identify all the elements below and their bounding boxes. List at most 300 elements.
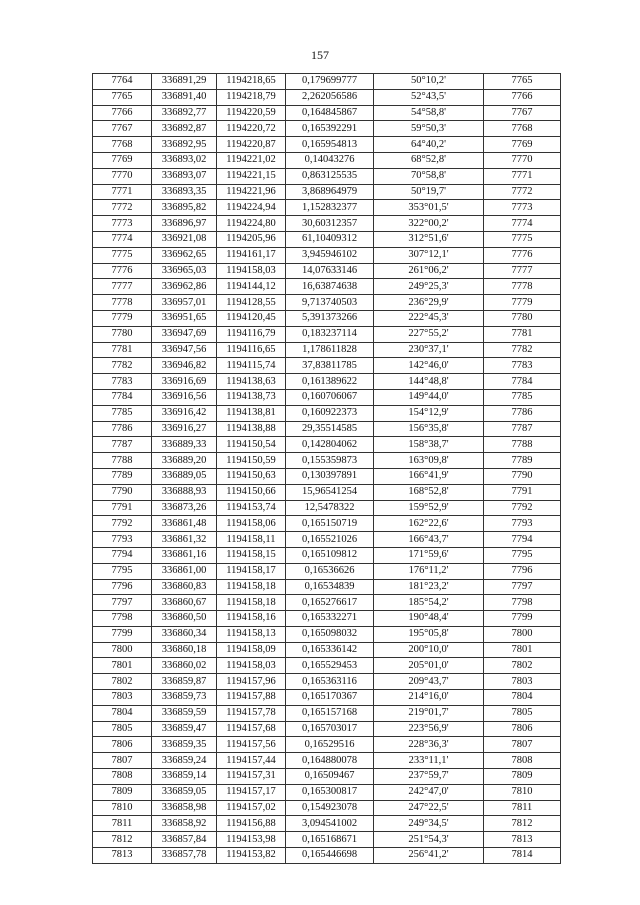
- bearing-cell: 185°54,2': [374, 595, 484, 611]
- bearing-cell: 222°45,3': [374, 310, 484, 326]
- distance-cell: 0,165529453: [286, 658, 374, 674]
- bearing-cell: 219°01,7': [374, 705, 484, 721]
- distance-cell: 0,863125535: [286, 168, 374, 184]
- y-coordinate-cell: 1194157,17: [217, 784, 286, 800]
- table-row: [93, 611, 561, 627]
- x-coordinate-cell: 336859,73: [152, 690, 217, 706]
- distance-cell: 0,164845867: [286, 105, 374, 121]
- y-coordinate-cell: 1194158,13: [217, 626, 286, 642]
- bearing-cell: 214°16,0': [374, 690, 484, 706]
- point-to-cell: 7767: [484, 105, 561, 121]
- table-row: [93, 342, 561, 358]
- x-coordinate-cell: 336916,27: [152, 421, 217, 437]
- distance-cell: 16,63874638: [286, 279, 374, 295]
- point-to-cell: 7792: [484, 500, 561, 516]
- point-from-cell: 7812: [93, 832, 152, 848]
- distance-cell: 29,35514585: [286, 421, 374, 437]
- bearing-cell: 227°55,2': [374, 326, 484, 342]
- x-coordinate-cell: 336921,08: [152, 231, 217, 247]
- table-row: [93, 658, 561, 674]
- point-from-cell: 7771: [93, 184, 152, 200]
- point-from-cell: 7800: [93, 642, 152, 658]
- distance-cell: 2,262056586: [286, 89, 374, 105]
- x-coordinate-cell: 336962,86: [152, 279, 217, 295]
- point-to-cell: 7801: [484, 642, 561, 658]
- table-row: [93, 753, 561, 769]
- bearing-cell: 156°35,8': [374, 421, 484, 437]
- distance-cell: 0,165300817: [286, 784, 374, 800]
- table-row: [93, 532, 561, 548]
- table-row: [93, 374, 561, 390]
- point-to-cell: 7810: [484, 784, 561, 800]
- x-coordinate-cell: 336860,18: [152, 642, 217, 658]
- table-row: [93, 310, 561, 326]
- table-row: [93, 231, 561, 247]
- table-row: [93, 832, 561, 848]
- point-from-cell: 7810: [93, 800, 152, 816]
- distance-cell: 0,165098032: [286, 626, 374, 642]
- x-coordinate-cell: 336916,56: [152, 389, 217, 405]
- table-row: [93, 642, 561, 658]
- bearing-cell: 166°41,9': [374, 468, 484, 484]
- table-row: [93, 468, 561, 484]
- distance-cell: 0,161389622: [286, 374, 374, 390]
- point-to-cell: 7799: [484, 611, 561, 627]
- distance-cell: 3,094541002: [286, 816, 374, 832]
- distance-cell: 0,154923078: [286, 800, 374, 816]
- point-to-cell: 7779: [484, 295, 561, 311]
- point-from-cell: 7768: [93, 137, 152, 153]
- point-from-cell: 7765: [93, 89, 152, 105]
- bearing-cell: 154°12,9': [374, 405, 484, 421]
- distance-cell: 61,10409312: [286, 231, 374, 247]
- x-coordinate-cell: 336888,93: [152, 484, 217, 500]
- distance-cell: 0,14043276: [286, 152, 374, 168]
- distance-cell: 0,142804062: [286, 437, 374, 453]
- y-coordinate-cell: 1194138,63: [217, 374, 286, 390]
- x-coordinate-cell: 336891,40: [152, 89, 217, 105]
- table-row: [93, 484, 561, 500]
- distance-cell: 0,16529516: [286, 737, 374, 753]
- y-coordinate-cell: 1194161,17: [217, 247, 286, 263]
- table-row: [93, 168, 561, 184]
- x-coordinate-cell: 336896,97: [152, 216, 217, 232]
- y-coordinate-cell: 1194220,72: [217, 121, 286, 137]
- bearing-cell: 70°58,8': [374, 168, 484, 184]
- x-coordinate-cell: 336891,29: [152, 74, 217, 90]
- x-coordinate-cell: 336916,69: [152, 374, 217, 390]
- distance-cell: 0,165363116: [286, 674, 374, 690]
- distance-cell: 0,165157168: [286, 705, 374, 721]
- bearing-cell: 166°43,7': [374, 532, 484, 548]
- point-to-cell: 7807: [484, 737, 561, 753]
- point-from-cell: 7783: [93, 374, 152, 390]
- bearing-cell: 322°00,2': [374, 216, 484, 232]
- y-coordinate-cell: 1194157,31: [217, 769, 286, 785]
- y-coordinate-cell: 1194158,06: [217, 516, 286, 532]
- point-to-cell: 7786: [484, 405, 561, 421]
- point-from-cell: 7790: [93, 484, 152, 500]
- table-row: [93, 121, 561, 137]
- point-from-cell: 7769: [93, 152, 152, 168]
- table-row: [93, 848, 561, 864]
- y-coordinate-cell: 1194157,02: [217, 800, 286, 816]
- point-from-cell: 7776: [93, 263, 152, 279]
- bearing-cell: 50°10,2': [374, 74, 484, 90]
- distance-cell: 1,178611828: [286, 342, 374, 358]
- point-from-cell: 7764: [93, 74, 152, 90]
- bearing-cell: 190°48,4': [374, 611, 484, 627]
- x-coordinate-cell: 336860,02: [152, 658, 217, 674]
- table-row: [93, 279, 561, 295]
- point-from-cell: 7803: [93, 690, 152, 706]
- x-coordinate-cell: 336951,65: [152, 310, 217, 326]
- bearing-cell: 171°59,6': [374, 547, 484, 563]
- table-row: [93, 326, 561, 342]
- point-from-cell: 7811: [93, 816, 152, 832]
- point-to-cell: 7793: [484, 516, 561, 532]
- point-to-cell: 7806: [484, 721, 561, 737]
- distance-cell: 0,160922373: [286, 405, 374, 421]
- point-from-cell: 7797: [93, 595, 152, 611]
- distance-cell: 15,96541254: [286, 484, 374, 500]
- point-to-cell: 7794: [484, 532, 561, 548]
- y-coordinate-cell: 1194158,11: [217, 532, 286, 548]
- bearing-cell: 205°01,0': [374, 658, 484, 674]
- point-from-cell: 7779: [93, 310, 152, 326]
- table-row: [93, 437, 561, 453]
- y-coordinate-cell: 1194158,18: [217, 579, 286, 595]
- table-row: [93, 674, 561, 690]
- point-from-cell: 7775: [93, 247, 152, 263]
- y-coordinate-cell: 1194157,96: [217, 674, 286, 690]
- distance-cell: 0,165521026: [286, 532, 374, 548]
- x-coordinate-cell: 336861,00: [152, 563, 217, 579]
- point-from-cell: 7778: [93, 295, 152, 311]
- y-coordinate-cell: 1194156,88: [217, 816, 286, 832]
- distance-cell: 0,164880078: [286, 753, 374, 769]
- point-from-cell: 7813: [93, 848, 152, 864]
- point-to-cell: 7780: [484, 310, 561, 326]
- table-row: [93, 200, 561, 216]
- point-to-cell: 7783: [484, 358, 561, 374]
- distance-cell: 0,155359873: [286, 453, 374, 469]
- distance-cell: 0,165109812: [286, 547, 374, 563]
- distance-cell: 0,165446698: [286, 848, 374, 864]
- point-from-cell: 7774: [93, 231, 152, 247]
- y-coordinate-cell: 1194218,65: [217, 74, 286, 90]
- point-from-cell: 7777: [93, 279, 152, 295]
- point-to-cell: 7777: [484, 263, 561, 279]
- point-from-cell: 7793: [93, 532, 152, 548]
- point-to-cell: 7803: [484, 674, 561, 690]
- distance-cell: 37,83811785: [286, 358, 374, 374]
- table-row: [93, 405, 561, 421]
- bearing-cell: 168°52,8': [374, 484, 484, 500]
- distance-cell: 0,165276617: [286, 595, 374, 611]
- bearing-cell: 181°23,2': [374, 579, 484, 595]
- distance-cell: 0,165392291: [286, 121, 374, 137]
- bearing-cell: 159°52,9': [374, 500, 484, 516]
- bearing-cell: 223°56,9': [374, 721, 484, 737]
- table-row: [93, 89, 561, 105]
- distance-cell: 0,16534839: [286, 579, 374, 595]
- bearing-cell: 230°37,1': [374, 342, 484, 358]
- bearing-cell: 142°46,0': [374, 358, 484, 374]
- point-to-cell: 7776: [484, 247, 561, 263]
- table-row: [93, 721, 561, 737]
- point-to-cell: 7771: [484, 168, 561, 184]
- point-from-cell: 7804: [93, 705, 152, 721]
- x-coordinate-cell: 336860,83: [152, 579, 217, 595]
- point-to-cell: 7765: [484, 74, 561, 90]
- y-coordinate-cell: 1194153,74: [217, 500, 286, 516]
- point-to-cell: 7773: [484, 200, 561, 216]
- y-coordinate-cell: 1194116,79: [217, 326, 286, 342]
- point-from-cell: 7798: [93, 611, 152, 627]
- point-from-cell: 7808: [93, 769, 152, 785]
- table-row: [93, 247, 561, 263]
- bearing-cell: 249°34,5': [374, 816, 484, 832]
- x-coordinate-cell: 336858,92: [152, 816, 217, 832]
- y-coordinate-cell: 1194150,63: [217, 468, 286, 484]
- distance-cell: 0,16509467: [286, 769, 374, 785]
- x-coordinate-cell: 336957,01: [152, 295, 217, 311]
- table-row: [93, 516, 561, 532]
- distance-cell: 1,152832377: [286, 200, 374, 216]
- y-coordinate-cell: 1194150,66: [217, 484, 286, 500]
- bearing-cell: 52°43,5': [374, 89, 484, 105]
- point-to-cell: 7785: [484, 389, 561, 405]
- bearing-cell: 242°47,0': [374, 784, 484, 800]
- bearing-cell: 54°58,8': [374, 105, 484, 121]
- x-coordinate-cell: 336860,34: [152, 626, 217, 642]
- point-from-cell: 7781: [93, 342, 152, 358]
- table-row: [93, 358, 561, 374]
- point-from-cell: 7767: [93, 121, 152, 137]
- y-coordinate-cell: 1194138,88: [217, 421, 286, 437]
- y-coordinate-cell: 1194221,96: [217, 184, 286, 200]
- coordinates-table: [92, 73, 561, 864]
- bearing-cell: 251°54,3': [374, 832, 484, 848]
- x-coordinate-cell: 336859,35: [152, 737, 217, 753]
- point-to-cell: 7788: [484, 437, 561, 453]
- y-coordinate-cell: 1194158,18: [217, 595, 286, 611]
- table-row: [93, 626, 561, 642]
- x-coordinate-cell: 336892,77: [152, 105, 217, 121]
- point-from-cell: 7802: [93, 674, 152, 690]
- distance-cell: 0,165954813: [286, 137, 374, 153]
- distance-cell: 0,183237114: [286, 326, 374, 342]
- point-to-cell: 7795: [484, 547, 561, 563]
- bearing-cell: 144°48,8': [374, 374, 484, 390]
- point-to-cell: 7791: [484, 484, 561, 500]
- point-from-cell: 7809: [93, 784, 152, 800]
- point-to-cell: 7797: [484, 579, 561, 595]
- table-row: [93, 737, 561, 753]
- bearing-cell: 249°25,3': [374, 279, 484, 295]
- point-to-cell: 7782: [484, 342, 561, 358]
- x-coordinate-cell: 336859,47: [152, 721, 217, 737]
- x-coordinate-cell: 336859,87: [152, 674, 217, 690]
- point-from-cell: 7782: [93, 358, 152, 374]
- x-coordinate-cell: 336892,87: [152, 121, 217, 137]
- bearing-cell: 162°22,6': [374, 516, 484, 532]
- table-row: [93, 769, 561, 785]
- x-coordinate-cell: 336861,32: [152, 532, 217, 548]
- table-row: [93, 295, 561, 311]
- x-coordinate-cell: 336860,67: [152, 595, 217, 611]
- point-to-cell: 7805: [484, 705, 561, 721]
- table-row: [93, 137, 561, 153]
- bearing-cell: 307°12,1': [374, 247, 484, 263]
- y-coordinate-cell: 1194144,12: [217, 279, 286, 295]
- bearing-cell: 247°22,5': [374, 800, 484, 816]
- y-coordinate-cell: 1194220,59: [217, 105, 286, 121]
- y-coordinate-cell: 1194116,65: [217, 342, 286, 358]
- point-from-cell: 7792: [93, 516, 152, 532]
- table-row: [93, 105, 561, 121]
- y-coordinate-cell: 1194220,87: [217, 137, 286, 153]
- bearing-cell: 237°59,7': [374, 769, 484, 785]
- table-row: [93, 595, 561, 611]
- x-coordinate-cell: 336947,56: [152, 342, 217, 358]
- y-coordinate-cell: 1194157,88: [217, 690, 286, 706]
- point-from-cell: 7805: [93, 721, 152, 737]
- bearing-cell: 209°43,7': [374, 674, 484, 690]
- y-coordinate-cell: 1194224,94: [217, 200, 286, 216]
- point-from-cell: 7796: [93, 579, 152, 595]
- x-coordinate-cell: 336858,98: [152, 800, 217, 816]
- x-coordinate-cell: 336861,48: [152, 516, 217, 532]
- y-coordinate-cell: 1194221,15: [217, 168, 286, 184]
- x-coordinate-cell: 336893,35: [152, 184, 217, 200]
- x-coordinate-cell: 336857,78: [152, 848, 217, 864]
- bearing-cell: 200°10,0': [374, 642, 484, 658]
- point-from-cell: 7772: [93, 200, 152, 216]
- y-coordinate-cell: 1194158,09: [217, 642, 286, 658]
- distance-cell: 0,165703017: [286, 721, 374, 737]
- distance-cell: 0,165332271: [286, 611, 374, 627]
- bearing-cell: 163°09,8': [374, 453, 484, 469]
- table-row: [93, 152, 561, 168]
- point-to-cell: 7812: [484, 816, 561, 832]
- table-row: [93, 389, 561, 405]
- bearing-cell: 50°19,7': [374, 184, 484, 200]
- point-from-cell: 7807: [93, 753, 152, 769]
- table-row: [93, 690, 561, 706]
- point-from-cell: 7786: [93, 421, 152, 437]
- bearing-cell: 353°01,5': [374, 200, 484, 216]
- point-from-cell: 7785: [93, 405, 152, 421]
- table-body: [93, 74, 561, 864]
- distance-cell: 5,391373266: [286, 310, 374, 326]
- bearing-cell: 64°40,2': [374, 137, 484, 153]
- point-to-cell: 7814: [484, 848, 561, 864]
- point-from-cell: 7794: [93, 547, 152, 563]
- table-row: [93, 500, 561, 516]
- point-to-cell: 7778: [484, 279, 561, 295]
- x-coordinate-cell: 336916,42: [152, 405, 217, 421]
- y-coordinate-cell: 1194157,56: [217, 737, 286, 753]
- point-from-cell: 7799: [93, 626, 152, 642]
- x-coordinate-cell: 336859,59: [152, 705, 217, 721]
- x-coordinate-cell: 336889,33: [152, 437, 217, 453]
- x-coordinate-cell: 336965,03: [152, 263, 217, 279]
- table-row: [93, 184, 561, 200]
- x-coordinate-cell: 336946,82: [152, 358, 217, 374]
- table-row: [93, 816, 561, 832]
- point-to-cell: 7800: [484, 626, 561, 642]
- point-from-cell: 7766: [93, 105, 152, 121]
- point-to-cell: 7798: [484, 595, 561, 611]
- y-coordinate-cell: 1194120,45: [217, 310, 286, 326]
- x-coordinate-cell: 336873,26: [152, 500, 217, 516]
- point-to-cell: 7774: [484, 216, 561, 232]
- x-coordinate-cell: 336893,07: [152, 168, 217, 184]
- x-coordinate-cell: 336889,20: [152, 453, 217, 469]
- point-to-cell: 7770: [484, 152, 561, 168]
- table-row: [93, 453, 561, 469]
- y-coordinate-cell: 1194138,73: [217, 389, 286, 405]
- point-to-cell: 7790: [484, 468, 561, 484]
- bearing-cell: 228°36,3': [374, 737, 484, 753]
- y-coordinate-cell: 1194153,82: [217, 848, 286, 864]
- table-row: [93, 800, 561, 816]
- x-coordinate-cell: 336892,95: [152, 137, 217, 153]
- point-to-cell: 7809: [484, 769, 561, 785]
- y-coordinate-cell: 1194150,59: [217, 453, 286, 469]
- distance-cell: 0,165336142: [286, 642, 374, 658]
- point-to-cell: 7769: [484, 137, 561, 153]
- point-from-cell: 7788: [93, 453, 152, 469]
- y-coordinate-cell: 1194221,02: [217, 152, 286, 168]
- distance-cell: 30,60312357: [286, 216, 374, 232]
- table-row: [93, 421, 561, 437]
- table-row: [93, 563, 561, 579]
- point-from-cell: 7780: [93, 326, 152, 342]
- point-to-cell: 7787: [484, 421, 561, 437]
- distance-cell: 3,868964979: [286, 184, 374, 200]
- distance-cell: 9,713740503: [286, 295, 374, 311]
- point-to-cell: 7811: [484, 800, 561, 816]
- y-coordinate-cell: 1194158,16: [217, 611, 286, 627]
- bearing-cell: 312°51,6': [374, 231, 484, 247]
- distance-cell: 14,07633146: [286, 263, 374, 279]
- distance-cell: 3,945946102: [286, 247, 374, 263]
- table-row: [93, 579, 561, 595]
- table-row: [93, 74, 561, 90]
- point-from-cell: 7795: [93, 563, 152, 579]
- point-from-cell: 7787: [93, 437, 152, 453]
- table-row: [93, 705, 561, 721]
- bearing-cell: 176°11,2': [374, 563, 484, 579]
- x-coordinate-cell: 336889,05: [152, 468, 217, 484]
- bearing-cell: 261°06,2': [374, 263, 484, 279]
- y-coordinate-cell: 1194115,74: [217, 358, 286, 374]
- point-from-cell: 7801: [93, 658, 152, 674]
- y-coordinate-cell: 1194157,68: [217, 721, 286, 737]
- y-coordinate-cell: 1194205,96: [217, 231, 286, 247]
- point-from-cell: 7784: [93, 389, 152, 405]
- y-coordinate-cell: 1194158,17: [217, 563, 286, 579]
- x-coordinate-cell: 336893,02: [152, 152, 217, 168]
- y-coordinate-cell: 1194150,54: [217, 437, 286, 453]
- distance-cell: 12,5478322: [286, 500, 374, 516]
- table-row: [93, 263, 561, 279]
- y-coordinate-cell: 1194158,03: [217, 263, 286, 279]
- point-from-cell: 7789: [93, 468, 152, 484]
